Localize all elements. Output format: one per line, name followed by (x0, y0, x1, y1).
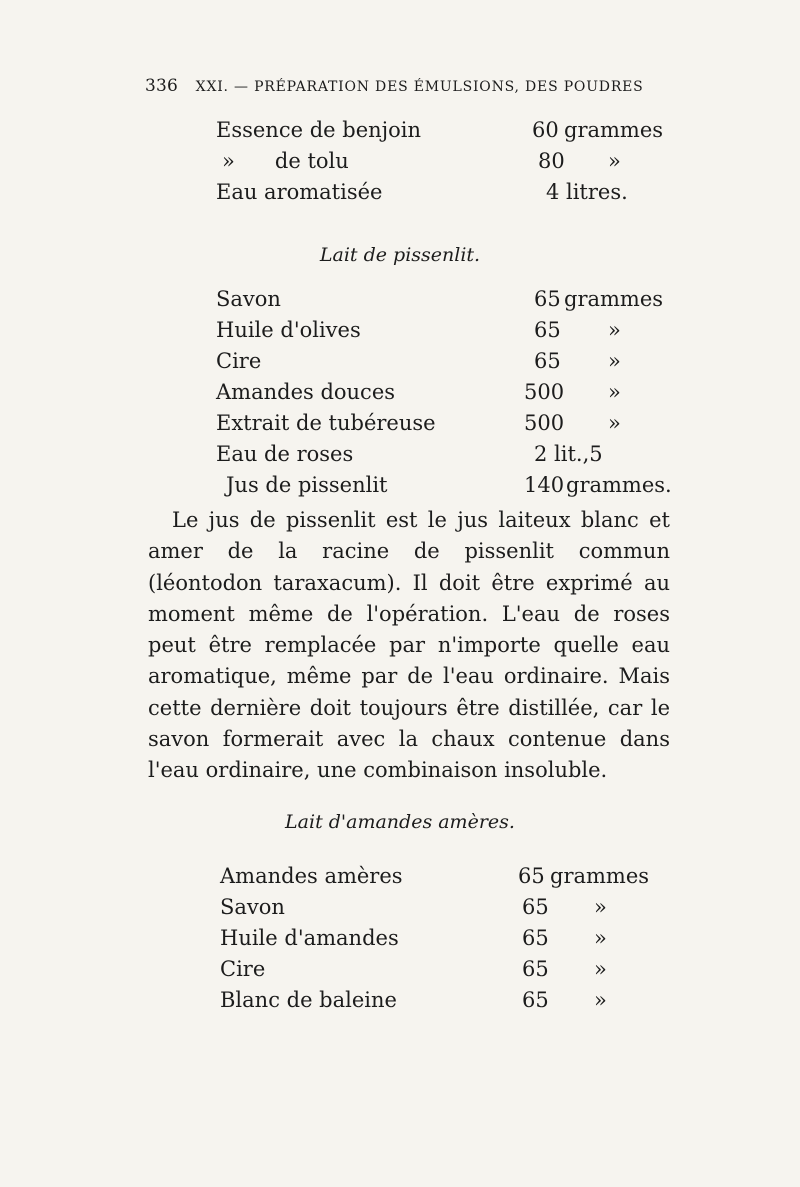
ingredient-qty: 500 (524, 411, 565, 435)
ingredient-qty: 65 (534, 318, 561, 342)
ingredient-unit: » (608, 318, 621, 342)
ingredient-unit: » (594, 895, 607, 919)
ingredient-unit: grammes (564, 287, 664, 311)
ingredient-qty: 65 (522, 895, 549, 919)
ingredient-unit: » (608, 380, 621, 404)
paragraph-text: Le jus de pissenlit est le jus laiteux blanc et amer de la racine de pissenlit commun (léontodon taraxacum). Il doit être exprimé au moment même de l'opération. L'eau de roses peut être remplacée par n'importe quelle eau aromatique, même par de l'eau ordinaire. Mais cette dernière doit toujours être distillée, car le savon formerait avec la chaux contenue dans l'eau ordinaire, une combinaison insoluble. (148, 508, 670, 783)
section-title-amandes: Lait d'amandes amères. (285, 811, 515, 833)
page-header (145, 76, 655, 96)
ingredient-qty: 65 (534, 349, 561, 373)
ingredient-unit: » (594, 957, 607, 981)
ingredient-unit: » (608, 349, 621, 373)
ingredient-qty: 140 (524, 473, 565, 497)
ingredient-unit: grammes (564, 118, 664, 142)
ingredient-name: Extrait de tubéreuse (216, 411, 436, 435)
ingredient-name: Cire (220, 957, 266, 981)
ingredient-name: Cire (216, 349, 262, 373)
ingredient-name: Essence de benjoin (216, 118, 422, 142)
ingredient-qty: 2 lit.,5 (534, 442, 603, 466)
ingredient-unit: » (608, 149, 621, 173)
ingredient-qty: 65 (522, 957, 549, 981)
ingredient-unit: grammes. (566, 473, 672, 497)
ingredient-name: Huile d'amandes (220, 926, 399, 950)
ingredient-unit: » (594, 988, 607, 1012)
ingredient-name: Blanc de baleine (220, 988, 397, 1012)
running-title: XXI. — PRÉPARATION DES ÉMULSIONS, DES POUDRES (195, 79, 644, 95)
ingredient-unit: grammes (550, 864, 650, 888)
ingredient-name: Eau de roses (216, 442, 354, 466)
ingredient-unit: » (608, 411, 621, 435)
ingredient-qty: 65 (518, 864, 545, 888)
ingredient-unit: litres. (566, 180, 628, 204)
ingredient-unit: » (594, 926, 607, 950)
ingredient-qty: 65 (522, 988, 549, 1012)
ingredient-qty: 80 (538, 149, 565, 173)
ingredient-name: Amandes amères (220, 864, 403, 888)
ingredient-qty: 4 (546, 180, 560, 204)
ingredient-name: Savon (220, 895, 285, 919)
ingredient-name: Jus de pissenlit (226, 473, 388, 497)
body-paragraph (148, 505, 670, 787)
ingredient-name: Savon (216, 287, 281, 311)
section-title-pissenlit: Lait de pissenlit. (319, 244, 481, 266)
ingredient-qty: 500 (524, 380, 565, 404)
ingredient-qty: 60 (532, 118, 559, 142)
ingredient-name: » de tolu (222, 149, 349, 173)
ingredient-qty: 65 (522, 926, 549, 950)
ingredient-name: Huile d'olives (216, 318, 361, 342)
ingredient-name: Eau aromatisée (216, 180, 383, 204)
ingredient-qty: 65 (534, 287, 561, 311)
page-number: 336 (145, 76, 179, 96)
ingredient-name: Amandes douces (216, 380, 396, 404)
